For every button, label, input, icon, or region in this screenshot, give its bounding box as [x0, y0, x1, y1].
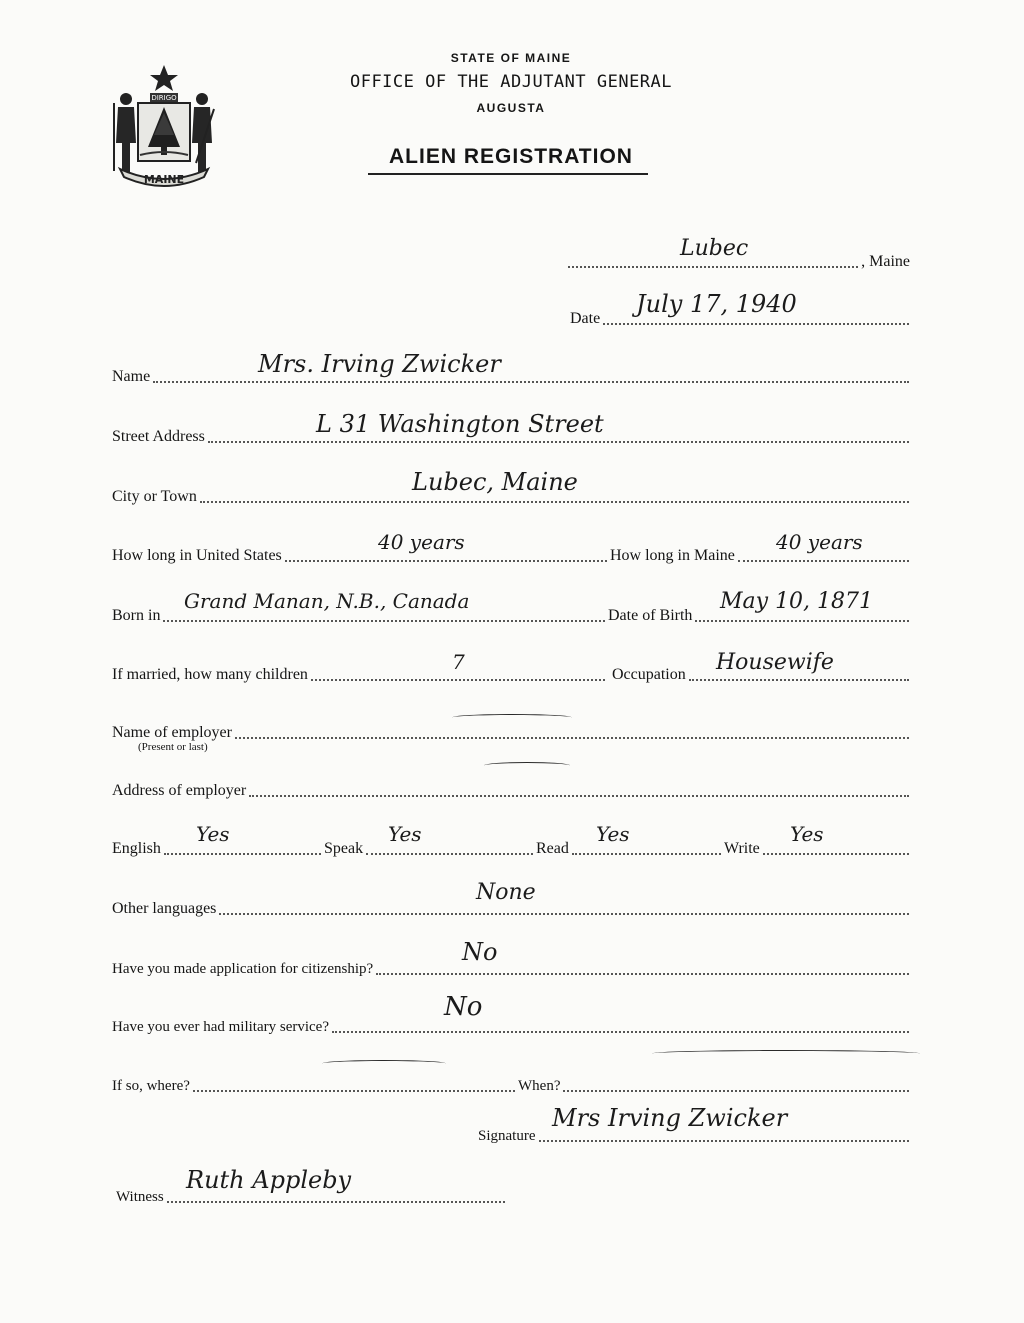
write-value[interactable]: Yes	[790, 822, 824, 846]
read-label: Read	[536, 840, 569, 857]
when-blank-stroke	[652, 1050, 920, 1057]
date-value[interactable]: July 17, 1940	[636, 290, 797, 318]
speak-value[interactable]: Yes	[388, 822, 422, 846]
employer-label: Name of employer	[112, 724, 232, 741]
when-row	[518, 1077, 912, 1095]
military-row	[112, 1018, 912, 1036]
children-label: If married, how many children	[112, 666, 308, 683]
speak-label: Speak	[324, 840, 364, 857]
how-long-maine-row	[610, 547, 912, 565]
where-label: If so, where?	[112, 1078, 190, 1094]
name-value[interactable]: Mrs. Irving Zwicker	[258, 350, 501, 378]
how-long-us-value[interactable]: 40 years	[378, 530, 465, 554]
date-label: Date	[570, 310, 601, 327]
employer-address-label: Address of employer	[112, 782, 247, 799]
seal-banner: MAINE	[143, 173, 185, 186]
write-label: Write	[724, 840, 760, 857]
where-blank-stroke	[322, 1060, 446, 1067]
children-value[interactable]: 7	[452, 650, 465, 674]
occupation-value[interactable]: Housewife	[716, 650, 834, 675]
read-row	[536, 840, 724, 858]
citizenship-value[interactable]: No	[462, 938, 498, 966]
signature-value[interactable]: Mrs Irving Zwicker	[552, 1104, 788, 1132]
other-languages-value[interactable]: None	[476, 880, 536, 905]
how-long-us-row	[112, 547, 610, 565]
header-city: AUGUSTA	[476, 101, 546, 115]
maine-state-seal	[110, 63, 218, 188]
born-in-value[interactable]: Grand Manan, N.B., Canada	[184, 589, 470, 613]
how-long-maine-label: How long in Maine	[610, 547, 735, 564]
employer-address-row	[112, 782, 912, 800]
seal-motto: DIRIGO	[151, 94, 177, 102]
english-value[interactable]: Yes	[196, 822, 230, 846]
header-state: STATE OF MAINE	[450, 51, 572, 65]
occupation-label: Occupation	[612, 666, 686, 683]
read-value[interactable]: Yes	[596, 822, 630, 846]
dob-value[interactable]: May 10, 1871	[720, 589, 874, 614]
born-in-label: Born in	[112, 607, 161, 624]
how-long-us-label: How long in United States	[112, 547, 282, 564]
other-languages-label: Other languages	[112, 900, 217, 917]
place-suffix: , Maine	[861, 253, 910, 270]
employer-sub-label: (Present or last)	[138, 741, 208, 753]
employer-blank-stroke	[452, 714, 572, 721]
name-label: Name	[112, 368, 151, 385]
form-title: ALIEN REGISTRATION	[389, 145, 633, 168]
witness-label: Witness	[116, 1189, 164, 1205]
military-value[interactable]: No	[444, 992, 483, 1022]
signature-label: Signature	[478, 1128, 536, 1144]
employer-row	[112, 724, 912, 742]
military-label: Have you ever had military service?	[112, 1019, 329, 1035]
city-value[interactable]: Lubec, Maine	[412, 468, 578, 496]
title-underline	[368, 173, 648, 175]
header-office: OFFICE OF THE ADJUTANT GENERAL	[349, 72, 673, 92]
how-long-maine-value[interactable]: 40 years	[776, 530, 863, 554]
name-row	[112, 368, 912, 386]
children-row	[112, 666, 608, 684]
where-row	[112, 1077, 518, 1095]
when-label: When?	[518, 1078, 561, 1094]
street-label: Street Address	[112, 428, 205, 445]
city-label: City or Town	[112, 488, 197, 505]
citizenship-label: Have you made application for citizenship?	[112, 961, 374, 977]
citizenship-row	[112, 960, 912, 978]
speak-row	[324, 840, 536, 858]
employer-address-blank-stroke	[484, 762, 570, 769]
place-value[interactable]: Lubec	[680, 236, 749, 261]
street-value[interactable]: L 31 Washington Street	[316, 410, 604, 438]
english-label: English	[112, 840, 161, 857]
witness-value[interactable]: Ruth Appleby	[186, 1166, 352, 1194]
dob-label: Date of Birth	[608, 607, 693, 624]
